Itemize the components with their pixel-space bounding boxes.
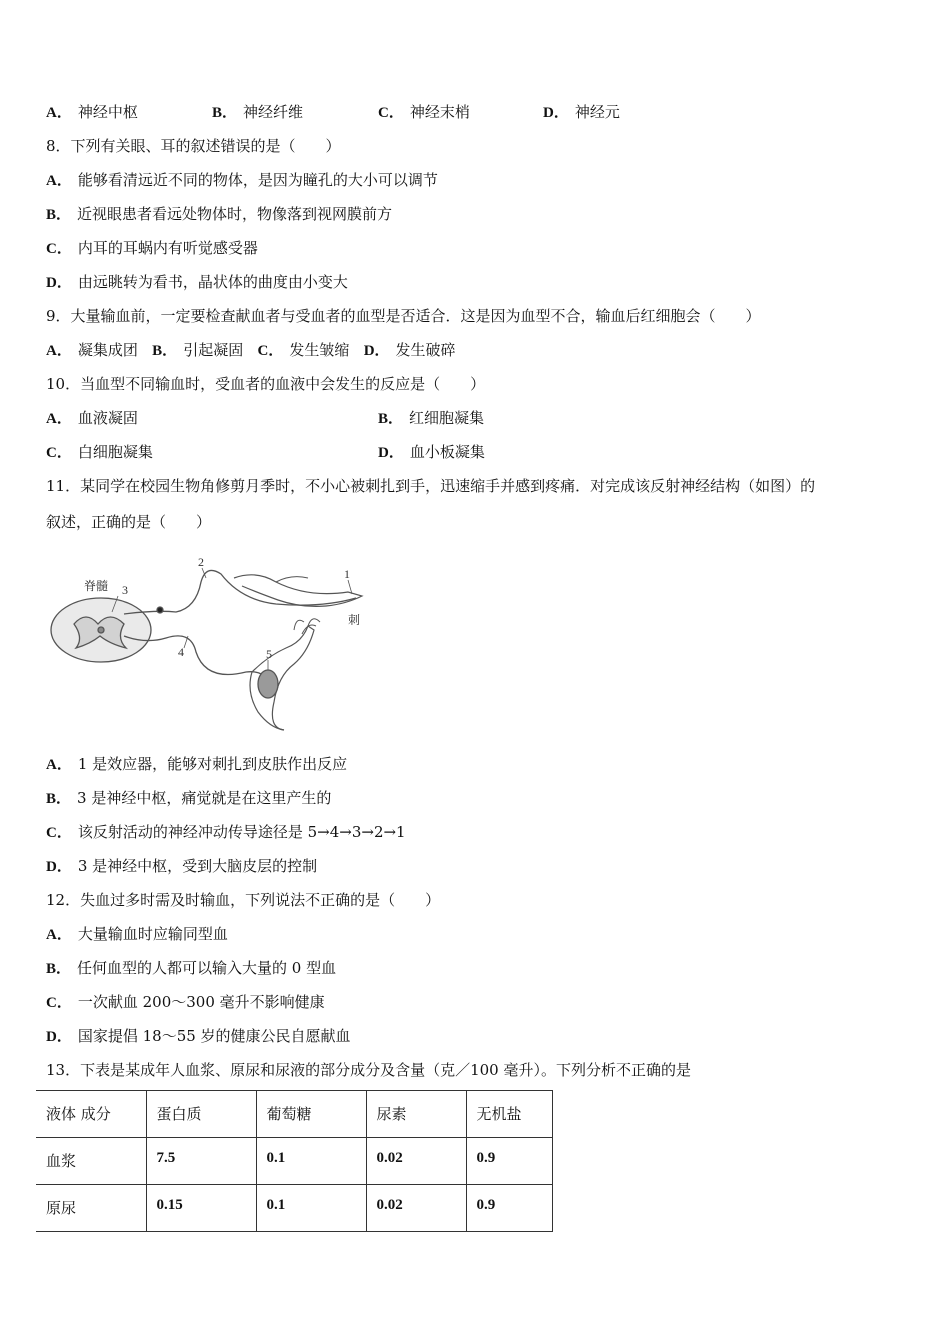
table-header-row	[36, 1091, 552, 1138]
label-4: 4	[178, 645, 184, 659]
table-cell: 血浆	[36, 1138, 146, 1185]
q10-option-c[interactable]: C． 白细胞凝集	[46, 443, 153, 461]
table-cell: 0.1	[256, 1185, 366, 1232]
table-cell: 0.9	[466, 1185, 552, 1232]
q12-option-b[interactable]: B． 任何血型的人都可以输入大量的 0 型血	[46, 959, 337, 977]
q7-option-b[interactable]: B． 神经纤维	[212, 103, 304, 121]
q12-option-c[interactable]: C． 一次献血 200～300 毫升不影响健康	[46, 993, 325, 1011]
q12-option-a[interactable]: A． 大量输血时应输同型血	[46, 925, 228, 943]
q10-option-a[interactable]: A． 血液凝固	[46, 409, 138, 427]
q9-option-d[interactable]: D． 发生破碎	[363, 341, 456, 359]
composition-table	[36, 1090, 553, 1232]
q7-option-a[interactable]: A． 神经中枢	[46, 103, 138, 121]
label-2: 2	[198, 555, 204, 569]
table-header: 葡萄糖	[256, 1091, 366, 1138]
table-cell: 0.1	[256, 1138, 366, 1185]
table-cell: 0.15	[146, 1185, 256, 1232]
q7-option-c[interactable]: C． 神经末梢	[378, 103, 470, 121]
q8-stem: 8．下列有关眼、耳的叙述错误的是（ ）	[46, 137, 341, 155]
table-header: 蛋白质	[146, 1091, 256, 1138]
q9-option-b[interactable]: B． 引起凝固	[152, 341, 244, 359]
q13-stem: 13．下表是某成年人血浆、原尿和尿液的部分成分及含量（克／100 毫升）。下列分析不正确的是	[46, 1061, 691, 1079]
q11-option-c[interactable]: C． 该反射活动的神经冲动传导途径是 5→4→3→2→1	[46, 823, 406, 841]
q8-option-a[interactable]: A． 能够看清远近不同的物体，是因为瞳孔的大小可以调节	[46, 171, 438, 189]
q9-stem: 9．大量输血前，一定要检查献血者与受血者的血型是否适合．这是因为血型不合，输血后红细胞会（ ）	[46, 307, 761, 325]
q8-option-c[interactable]: C． 内耳的耳蜗内有听觉感受器	[46, 239, 258, 257]
q10-option-d[interactable]: D． 血小板凝集	[378, 443, 485, 461]
q8-option-d[interactable]: D． 由远眺转为看书，晶状体的曲度由小变大	[46, 273, 348, 291]
table-cell: 7.5	[146, 1138, 256, 1185]
q9-option-a[interactable]: A． 凝集成团	[46, 341, 138, 359]
table-cell: 0.02	[366, 1138, 466, 1185]
q9-options	[46, 340, 456, 361]
q11-option-a[interactable]: A． 1 是效应器，能够对刺扎到皮肤作出反应	[46, 755, 348, 773]
q11-stem-line1: 11．某同学在校园生物角修剪月季时，不小心被刺扎到手，迅速缩手并感到疼痛．对完成该反射神经结构（如图）的	[46, 477, 816, 495]
q11-stem-line2: 叙述，正确的是（ ）	[46, 513, 212, 531]
table-header: 液体 成分	[36, 1091, 146, 1138]
table-cell: 0.02	[366, 1185, 466, 1232]
q9-option-c[interactable]: C． 发生皱缩	[257, 341, 350, 359]
table-row	[36, 1138, 552, 1185]
label-1: 1	[344, 567, 350, 581]
q10-stem: 10．当血型不同输血时，受血者的血液中会发生的反应是（ ）	[46, 375, 486, 393]
q12-stem: 12．失血过多时需及时输血，下列说法不正确的是（ ）	[46, 891, 441, 909]
q12-option-d[interactable]: D． 国家提倡 18～55 岁的健康公民自愿献血	[46, 1027, 351, 1045]
ganglion	[157, 607, 163, 613]
table-header: 尿素	[366, 1091, 466, 1138]
table-row	[36, 1185, 552, 1232]
q11-option-b[interactable]: B． 3 是神经中枢，痛觉就是在这里产生的	[46, 789, 332, 807]
table-header: 无机盐	[466, 1091, 552, 1138]
label-thorn: 刺	[348, 613, 361, 627]
table-cell: 0.9	[466, 1138, 552, 1185]
reflex-arc-figure	[46, 552, 376, 732]
muscle-effector	[258, 670, 278, 698]
table-cell: 原尿	[36, 1185, 146, 1232]
label-3: 3	[122, 583, 128, 597]
q11-option-d[interactable]: D． 3 是神经中枢，受到大脑皮层的控制	[46, 857, 318, 875]
q7-option-d[interactable]: D． 神经元	[543, 103, 620, 121]
label-spinal: 脊髓	[84, 579, 109, 593]
q8-option-b[interactable]: B． 近视眼患者看远处物体时，物像落到视网膜前方	[46, 205, 393, 223]
label-5: 5	[266, 647, 272, 661]
q10-option-b[interactable]: B． 红细胞凝集	[378, 409, 485, 427]
